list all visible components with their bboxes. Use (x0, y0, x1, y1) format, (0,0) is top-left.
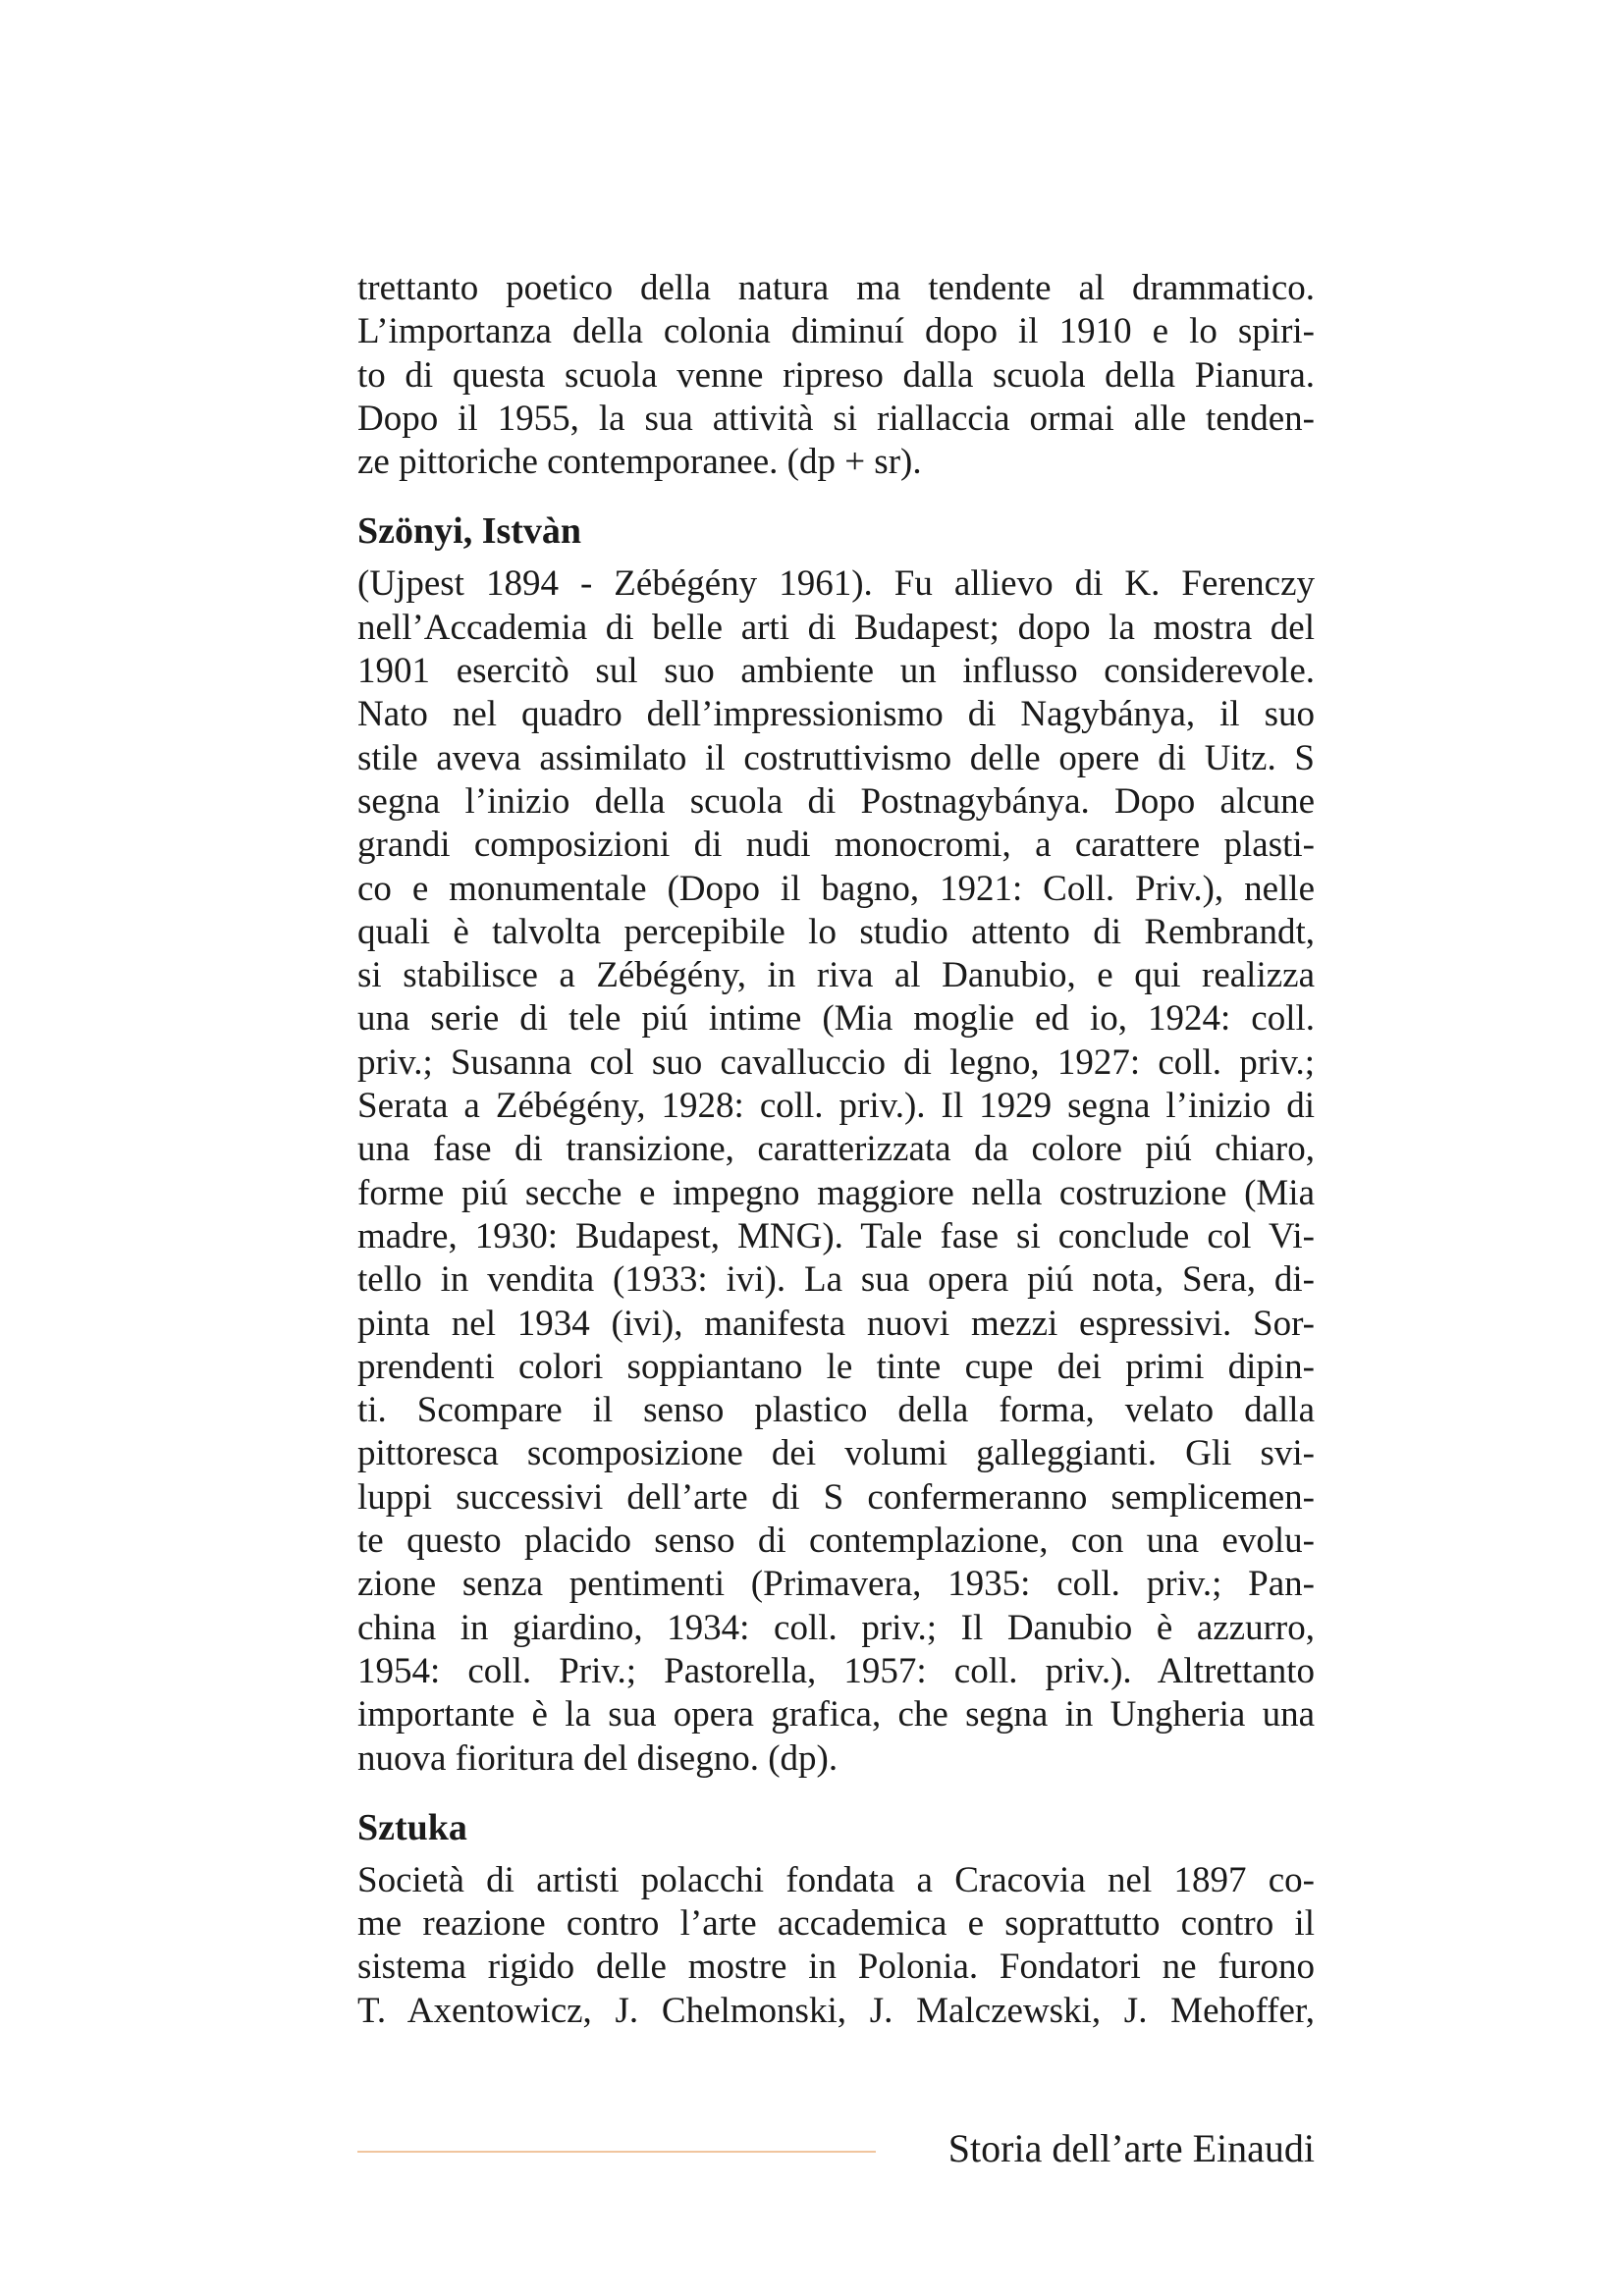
entry-title-szonyi: Szönyi, Istvàn (357, 510, 582, 553)
text-line: pinta nel 1934 (ivi), manifesta nuovi mezzi espressivi. Sor- (357, 1303, 1315, 1344)
entry-body-szonyi (357, 562, 1315, 1780)
text-line: zione senza pentimenti (Primavera, 1935: coll. priv.; Pan- (357, 1564, 1315, 1605)
text-line: stile aveva assimilato il costruttivismo delle opere di Uitz. S (357, 737, 1315, 778)
text-line: pittoresca scomposizione dei volumi galleggianti. Gli svi- (357, 1433, 1315, 1474)
text-line: 1954: coll. Priv.; Pastorella, 1957: coll. priv.). Altrettanto (357, 1650, 1315, 1691)
text-line: ze pittoriche contemporanee. (dp + sr). (357, 442, 922, 483)
text-line: prendenti colori soppiantano le tinte cupe dei primi dipin- (357, 1346, 1315, 1387)
text-line: quali è talvolta percepibile lo studio attento di Rembrandt, (357, 911, 1315, 952)
text-line: L’importanza della colonia diminuí dopo il 1910 e lo spiri- (357, 311, 1315, 352)
text-line: ti. Scompare il senso plastico della forma, velato dalla (357, 1390, 1315, 1431)
text-line: madre, 1930: Budapest, MNG). Tale fase si conclude col Vi- (357, 1215, 1315, 1256)
text-line: Serata a Zébégény, 1928: coll. priv.). Il 1929 segna l’inizio di (357, 1086, 1315, 1127)
text-line: luppi successivi dell’arte di S confermeranno semplicemen- (357, 1476, 1315, 1518)
text-line: nuova fioritura del disegno. (dp). (357, 1737, 839, 1779)
text-line: forme piú secche e impegno maggiore nella costruzione (Mia (357, 1172, 1315, 1213)
text-line: china in giardino, 1934: coll. priv.; Il Danubio è azzurro, (357, 1607, 1315, 1648)
text-line: me reazione contro l’arte accademica e soprattutto contro il (357, 1903, 1315, 1945)
text-line: te questo placido senso di contemplazione, con una evolu- (357, 1521, 1315, 1562)
text-line: si stabilisce a Zébégény, in riva al Danubio, e qui realizza (357, 955, 1315, 996)
text-line: (Ujpest 1894 - Zébégény 1961). Fu allievo di K. Ferenczy (357, 563, 1315, 605)
text-line: T. Axentowicz, J. Chelmonski, J. Malczewski, J. Mehoffer, (357, 1990, 1315, 2031)
page-body (357, 267, 1315, 2033)
footer-publisher: Storia dell’arte Einaudi (947, 2126, 1315, 2170)
text-line: tello in vendita (1933: ivi). La sua opera piú nota, Sera, di- (357, 1259, 1315, 1301)
text-line: nell’Accademia di belle arti di Budapest; dopo la mostra del (357, 607, 1315, 648)
text-line: trettanto poetico della natura ma tendente al drammatico. (357, 268, 1315, 308)
intro-paragraph (357, 267, 1315, 484)
entry-body-sztuka (357, 1859, 1315, 2033)
text-line: Nato nel quadro dell’impressionismo di Nagybánya, il suo (357, 694, 1315, 735)
text-line: Dopo il 1955, la sua attività si riallaccia ormai alle tenden- (357, 398, 1315, 439)
text-line: una serie di tele piú intime (Mia moglie ed io, 1924: coll. (357, 998, 1315, 1040)
text-line: priv.; Susanna col suo cavalluccio di legno, 1927: coll. priv.; (357, 1041, 1315, 1083)
text-line: 1901 esercitò sul suo ambiente un influsso considerevole. (357, 651, 1315, 692)
text-line: co e monumentale (Dopo il bagno, 1921: Coll. Priv.), nelle (357, 868, 1315, 909)
text-line: Società di artisti polacchi fondata a Cracovia nel 1897 co- (357, 1859, 1315, 1900)
text-line: importante è la sua opera grafica, che segna in Ungheria una (357, 1694, 1315, 1735)
text-line: grandi composizioni di nudi monocromi, a carattere plasti- (357, 825, 1315, 866)
entry-title-sztuka: Sztuka (357, 1806, 467, 1848)
text-line: una fase di transizione, caratterizzata da colore piú chiaro, (357, 1129, 1315, 1170)
text-line: to di questa scuola venne ripreso dalla scuola della Pianura. (357, 354, 1315, 396)
text-line: sistema rigido delle mostre in Polonia. Fondatori ne furono (357, 1947, 1315, 1988)
footer-rule (357, 2151, 876, 2153)
text-line: segna l’inizio della scuola di Postnagybánya. Dopo alcune (357, 780, 1315, 822)
